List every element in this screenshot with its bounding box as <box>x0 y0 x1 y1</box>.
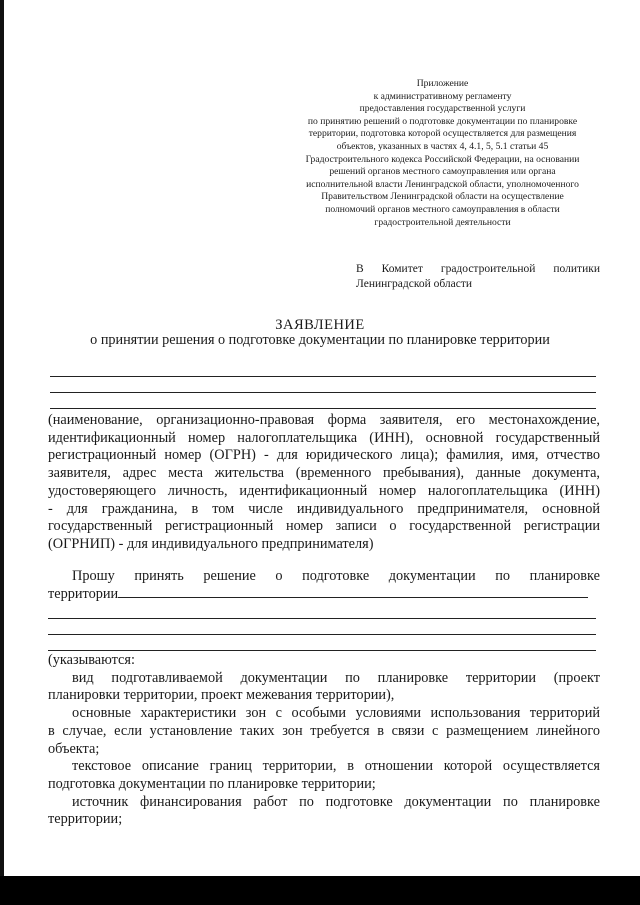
note-line: регистрационный номер (ОГРН) - для юридического лица); фамилия, имя, отчество <box>48 447 600 464</box>
request-paragraph <box>48 568 600 603</box>
request-fill-line <box>118 594 588 598</box>
applicant-fill-line <box>50 392 596 393</box>
document-subtitle: о принятии решения о подготовке документации по планировке территории <box>90 332 550 348</box>
detail-line: источник финансирования работ по подготовке документации по планировке <box>72 793 600 810</box>
request-fill-line <box>48 650 596 651</box>
appendix-line: Правительством Ленинградской области на осуществление <box>321 191 564 203</box>
detail-line: подготовка документации по планировке территории; <box>48 775 376 792</box>
detail-line: текстовое описание границ территории, в отношении которой осуществляется <box>72 758 600 775</box>
appendix-line: Градостроительного кодекса Российской Федерации, на основании <box>305 153 580 165</box>
addressee-line-1: В Комитет градостроительной политики <box>356 263 600 275</box>
addressee-block <box>356 262 600 291</box>
appendix-line: Приложение <box>416 78 469 89</box>
appendix-line: исполнительной власти Ленинградской области, уполномоченного <box>306 178 579 190</box>
appendix-header <box>270 78 615 229</box>
note-line: заявителя, адрес места жительства (временного пребывания), данные документа, <box>48 465 600 482</box>
appendix-line: решений органов местного самоуправления или органа <box>329 166 556 178</box>
detail-line: объекта; <box>48 740 100 757</box>
appendix-line: градостроительной деятельности <box>374 216 511 228</box>
appendix-line: полномочий органов местного самоуправления в области <box>325 203 560 215</box>
detail-line: планировки территории, проект межевания территории), <box>48 687 395 704</box>
appendix-line: объектов, указанных в частях 4, 4.1, 5, 5.1 статьи 45 <box>336 140 549 152</box>
details-intro: (указываются: <box>48 652 135 668</box>
document-title: ЗАЯВЛЕНИЕ <box>275 317 365 333</box>
request-line-1: Прошу принять решение о подготовке документации по планировке <box>72 568 600 584</box>
applicant-fill-line <box>50 376 596 377</box>
appendix-line: к административному регламенту <box>373 90 512 102</box>
request-fill-line <box>48 618 596 619</box>
detail-line: вид подготавливаемой документации по планировке территории (проект <box>72 669 600 686</box>
scan-bottom-bar <box>0 876 640 905</box>
request-line-2: территории <box>48 586 600 604</box>
appendix-line: предоставления государственной услуги <box>359 103 526 115</box>
request-fill-line <box>48 634 596 635</box>
note-line: - для гражданина, в том числе индивидуального предпринимателя, основной <box>48 500 600 517</box>
note-line: удостоверяющего личность, идентификационный номер налогоплательщика (ИНН) <box>48 482 600 499</box>
detail-line: в случае, если установление таких зон требуется в связи с размещением линейного <box>48 722 600 739</box>
detail-line: основные характеристики зон с особыми условиями использования территорий <box>72 705 600 722</box>
appendix-line: территории, подготовка которой осуществляется для размещения <box>308 128 577 140</box>
note-line: идентификационный номер налогоплательщика (ИНН), основной государственный <box>48 429 600 446</box>
details-section <box>48 652 600 829</box>
applicant-note <box>48 412 600 554</box>
addressee-line-2: Ленинградской области <box>356 277 473 290</box>
applicant-fill-line <box>50 408 596 409</box>
note-line: государственный регистрационный номер записи о государственной регистрации <box>48 518 600 535</box>
detail-line: территории; <box>48 811 123 828</box>
note-line: (ОГРНИП) - для индивидуального предпринимателя) <box>48 535 374 552</box>
appendix-line: по принятию решений о подготовке документации по планировке <box>307 115 578 127</box>
scan-left-edge <box>0 0 4 905</box>
note-line: (наименование, организационно-правовая форма заявителя, его местонахождение, <box>48 412 600 428</box>
